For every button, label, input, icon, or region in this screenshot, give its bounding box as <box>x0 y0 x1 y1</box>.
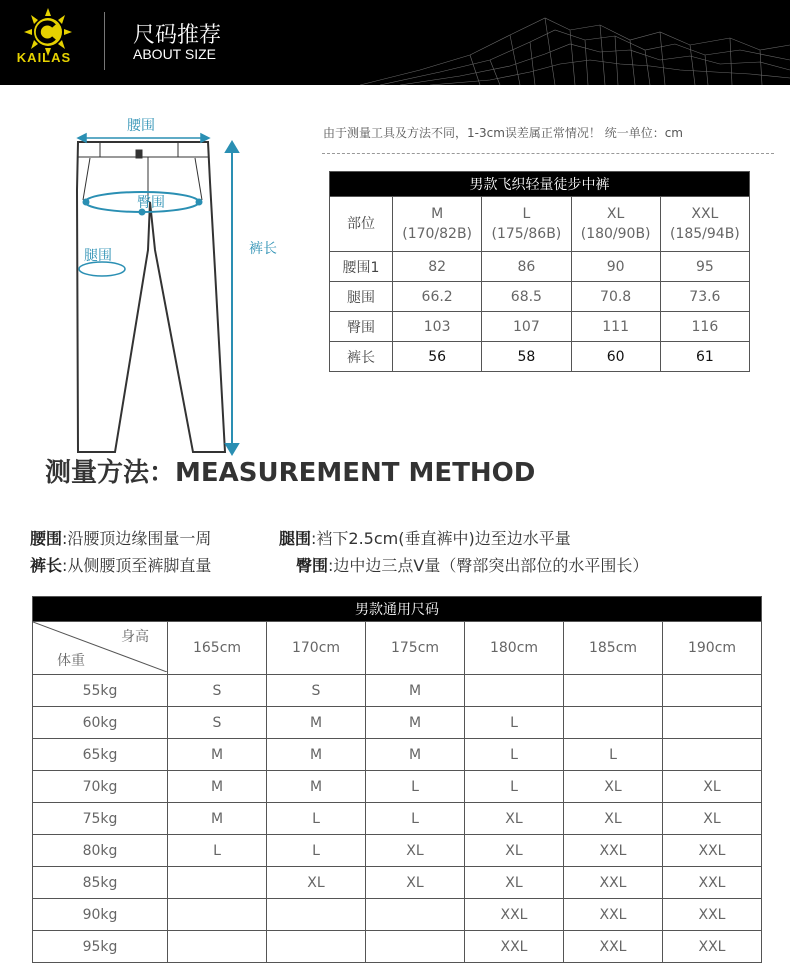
hip-term: 臀围 <box>296 556 329 575</box>
size-cell <box>465 675 564 707</box>
kailas-logo-icon <box>8 8 88 78</box>
size-cell: L <box>465 771 564 803</box>
size-cell: XL <box>663 771 762 803</box>
length-term: 裤长 <box>30 556 63 575</box>
hip-method <box>296 553 648 576</box>
weight-label: 70kg <box>33 771 168 803</box>
waist-desc: :沿腰顶边缘围量一周 <box>62 529 212 548</box>
weight-label: 60kg <box>33 707 168 739</box>
size-cell: M <box>366 739 465 771</box>
table-cell: 103 <box>393 312 482 342</box>
table-cell: 116 <box>660 312 749 342</box>
size-cell: M <box>168 771 267 803</box>
size-cell: M <box>366 707 465 739</box>
general-size-chart <box>32 596 762 963</box>
diagonal-corner-cell <box>33 622 168 675</box>
table-row <box>330 342 750 372</box>
size-cell: XXL <box>465 931 564 963</box>
table-row <box>33 675 762 707</box>
brand-name: KAILAS <box>16 50 72 65</box>
size-cell <box>267 899 366 931</box>
waist-label: 腰围 <box>127 118 155 134</box>
product-table-title: 男款飞织轻量徒步中裤 <box>330 172 750 197</box>
table-row <box>33 707 762 739</box>
page-subtitle: ABOUT SIZE <box>133 46 216 62</box>
size-cell: M <box>168 803 267 835</box>
weight-label: 55kg <box>33 675 168 707</box>
size-cell: M <box>267 771 366 803</box>
table-cell: 68.5 <box>482 282 571 312</box>
table-row <box>33 771 762 803</box>
table-cell: 70.8 <box>571 282 660 312</box>
size-cell: XXL <box>465 899 564 931</box>
length-label: 裤长 <box>249 241 277 257</box>
column-header: M (170/82B) <box>393 197 482 252</box>
row-label: 腰围1 <box>330 252 393 282</box>
table-cell: 82 <box>393 252 482 282</box>
table-cell: 56 <box>393 342 482 372</box>
size-cell: L <box>564 739 663 771</box>
dotted-divider <box>322 153 774 154</box>
weight-label: 80kg <box>33 835 168 867</box>
table-cell: 61 <box>660 342 749 372</box>
corner-label: 部位 <box>330 197 393 252</box>
table-cell: 86 <box>482 252 571 282</box>
column-header: XXL (185/94B) <box>660 197 749 252</box>
size-cell: XXL <box>564 867 663 899</box>
size-cell: XL <box>465 835 564 867</box>
header-banner <box>0 0 790 85</box>
size-cell <box>366 931 465 963</box>
chart-title-row <box>33 597 762 622</box>
size-cell: XXL <box>663 835 762 867</box>
size-cell: XL <box>366 835 465 867</box>
size-cell: XL <box>663 803 762 835</box>
table-row <box>330 282 750 312</box>
table-row <box>33 803 762 835</box>
height-header: 175cm <box>366 622 465 675</box>
table-title-row <box>330 172 750 197</box>
method-title: 测量方法：MEASUREMENT METHOD <box>45 458 536 488</box>
hip-label: 臀围 <box>137 195 165 211</box>
size-cell: XL <box>465 803 564 835</box>
size-cell: L <box>267 803 366 835</box>
size-cell: XXL <box>564 899 663 931</box>
waist-term: 腰围 <box>30 529 63 548</box>
length-method <box>30 553 211 576</box>
size-cell: S <box>267 675 366 707</box>
size-cell <box>564 707 663 739</box>
table-cell: 107 <box>482 312 571 342</box>
table-cell: 58 <box>482 342 571 372</box>
table-row <box>330 252 750 282</box>
height-header: 190cm <box>663 622 762 675</box>
table-row <box>33 835 762 867</box>
size-cell: L <box>366 771 465 803</box>
size-chart-title: 男款通用尺码 <box>33 597 762 622</box>
size-cell <box>366 899 465 931</box>
size-cell: M <box>267 739 366 771</box>
size-cell: XXL <box>564 931 663 963</box>
size-cell: XL <box>366 867 465 899</box>
size-cell: M <box>168 739 267 771</box>
size-chart-body <box>33 675 762 963</box>
thigh-method <box>279 526 571 549</box>
size-cell: XXL <box>663 931 762 963</box>
size-cell: L <box>267 835 366 867</box>
table-row <box>33 739 762 771</box>
height-axis-label: 身高 <box>121 629 149 645</box>
length-desc: :从侧腰顶至裤脚直量 <box>62 556 212 575</box>
pants-outline-illustration <box>60 110 300 460</box>
weight-label: 75kg <box>33 803 168 835</box>
thigh-desc: :裆下2.5cm(垂直裤中)边至边水平量 <box>311 529 571 548</box>
size-cell: L <box>465 739 564 771</box>
size-cell: XL <box>465 867 564 899</box>
height-header: 170cm <box>267 622 366 675</box>
size-cell: XL <box>267 867 366 899</box>
waist-method <box>30 526 211 549</box>
size-cell: XXL <box>564 835 663 867</box>
size-cell: M <box>267 707 366 739</box>
size-cell <box>663 675 762 707</box>
table-header-row <box>330 197 750 252</box>
row-label: 腿围 <box>330 282 393 312</box>
table-cell: 60 <box>571 342 660 372</box>
size-cell <box>168 931 267 963</box>
measurement-note: 由于测量工具及方法不同，1-3cm误差属正常情况！ 统一单位：cm <box>323 126 683 140</box>
table-row <box>33 867 762 899</box>
mountain-graphic <box>360 0 790 85</box>
size-cell: L <box>465 707 564 739</box>
size-cell: L <box>366 803 465 835</box>
chart-header-row <box>33 622 762 675</box>
size-cell: L <box>168 835 267 867</box>
weight-axis-label: 体重 <box>57 653 85 669</box>
hip-desc: :边中边三点V量（臀部突出部位的水平围长） <box>328 556 649 575</box>
column-header: L (175/86B) <box>482 197 571 252</box>
header-divider <box>104 12 105 70</box>
weight-label: 85kg <box>33 867 168 899</box>
table-row <box>330 312 750 342</box>
product-size-table <box>329 171 750 372</box>
size-cell <box>663 707 762 739</box>
size-cell: S <box>168 707 267 739</box>
table-row <box>33 931 762 963</box>
size-cell: XXL <box>663 867 762 899</box>
table-cell: 95 <box>660 252 749 282</box>
weight-label: 65kg <box>33 739 168 771</box>
height-header: 180cm <box>465 622 564 675</box>
table-cell: 73.6 <box>660 282 749 312</box>
table-row <box>33 899 762 931</box>
size-cell: XL <box>564 771 663 803</box>
pants-diagram <box>60 110 300 460</box>
size-cell <box>564 675 663 707</box>
row-label: 臀围 <box>330 312 393 342</box>
size-cell <box>663 739 762 771</box>
size-cell <box>168 867 267 899</box>
table-cell: 111 <box>571 312 660 342</box>
thigh-label: 腿围 <box>84 248 112 264</box>
weight-label: 95kg <box>33 931 168 963</box>
weight-label: 90kg <box>33 899 168 931</box>
table-cell: 90 <box>571 252 660 282</box>
thigh-term: 腿围 <box>279 529 312 548</box>
size-cell: S <box>168 675 267 707</box>
page-title: 尺码推荐 <box>133 23 222 48</box>
row-label: 裤长 <box>330 342 393 372</box>
table-cell: 66.2 <box>393 282 482 312</box>
size-cell <box>168 899 267 931</box>
size-cell: XL <box>564 803 663 835</box>
size-cell: XXL <box>663 899 762 931</box>
size-cell <box>267 931 366 963</box>
size-cell: M <box>366 675 465 707</box>
height-header: 185cm <box>564 622 663 675</box>
column-header: XL (180/90B) <box>571 197 660 252</box>
height-header: 165cm <box>168 622 267 675</box>
